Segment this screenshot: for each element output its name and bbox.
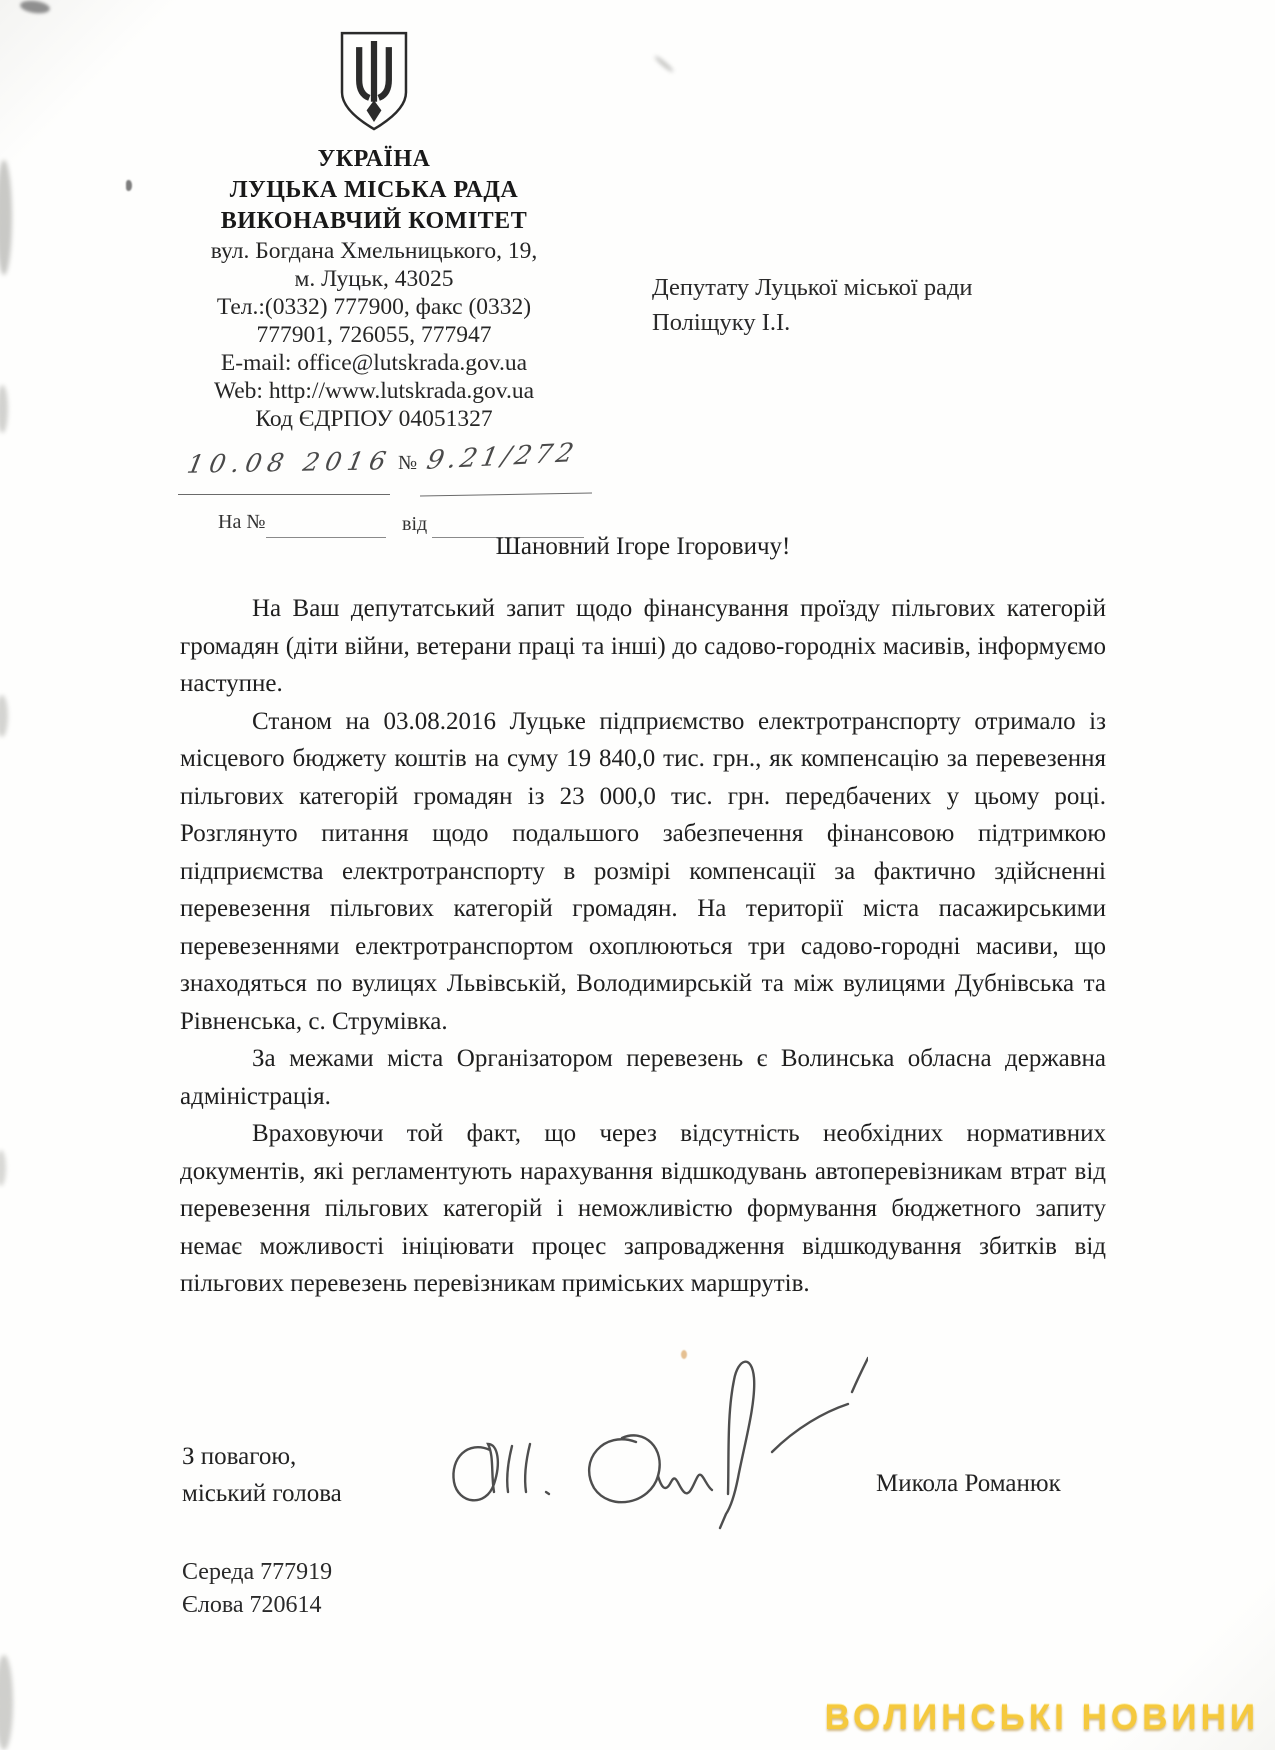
reply-number-label: На № bbox=[218, 511, 266, 533]
letterhead-phone1: Тел.:(0332) 777900, факс (0332) bbox=[216, 294, 532, 320]
closing-block bbox=[182, 1438, 342, 1512]
reply-from-label: від bbox=[402, 513, 428, 535]
letterhead-street: вул. Богдана Хмельницького, 19, bbox=[210, 238, 538, 264]
footer-contact-2: Єлова 720614 bbox=[182, 1592, 322, 1618]
recipient-title: Депутату Луцької міської ради bbox=[652, 274, 973, 301]
scan-artifact bbox=[0, 1655, 13, 1750]
letterhead-org-dept: ВИКОНАВЧИЙ КОМІТЕТ bbox=[220, 208, 528, 234]
handwritten-date: 10.08 2016 bbox=[184, 446, 395, 479]
salutation: Шановний Ігоре Ігоровичу! bbox=[495, 533, 791, 560]
body-paragraph: Станом на 03.08.2016 Луцьке підприємство електротранспорту отримало із місцевого бюджету коштів на суму 19 840,0 тис. грн., як компенсацію за перевезення пільгових категорій громадян із 23 000,0 тис. грн. передбачених у цьому році. Розглянуто питання щодо подальшого забезпечення фінансовою підтримкою підприємства електротранспорту в розмірі компенсації за фактично здійсненні перевезення пільгових категорій громадян. На території міста пасажирськими перевезеннями електротранспортом охоплюються три садово-городні масиви, що знаходяться по вулицях Львівській, Володимирській та між вулицями Дубнівська та Рівненська, с. Струмівка. bbox=[180, 707, 1106, 1035]
scan-artifact bbox=[19, 0, 50, 15]
scan-artifact bbox=[0, 160, 12, 275]
recipient-block bbox=[652, 270, 973, 340]
scan-artifact bbox=[0, 695, 8, 737]
scan-artifact bbox=[0, 385, 8, 433]
ukraine-trident-emblem-icon bbox=[335, 30, 413, 138]
handwritten-doc-number: 9.21/272 bbox=[424, 438, 581, 476]
footer-contact-1: Середа 777919 bbox=[182, 1559, 333, 1585]
scan-artifact bbox=[654, 55, 675, 73]
date-underline bbox=[178, 494, 390, 495]
closing-line: З повагою, bbox=[182, 1443, 297, 1470]
scan-artifact bbox=[0, 1150, 6, 1186]
letterhead-edrpou: Код ЄДРПОУ 04051327 bbox=[255, 406, 493, 432]
number-underline bbox=[420, 492, 592, 496]
closing-title: міський голова bbox=[182, 1480, 342, 1507]
handwritten-signature bbox=[428, 1332, 868, 1547]
letterhead bbox=[158, 30, 590, 433]
letterhead-web: Web: http://www.lutskrada.gov.ua bbox=[213, 378, 535, 404]
body-paragraph: За межами міста Організатором перевезень є Волинська обласна державна адміністрація. bbox=[180, 1045, 1106, 1110]
letterhead-email: E-mail: office@lutskrada.gov.ua bbox=[220, 350, 528, 376]
number-sign-label: № bbox=[398, 452, 418, 474]
news-site-watermark: ВОЛИНСЬКІ НОВИНИ bbox=[824, 1698, 1259, 1737]
signer-name: Микола Романюк bbox=[876, 1470, 1061, 1497]
recipient-name: Поліщуку І.І. bbox=[652, 309, 791, 336]
body-paragraph: Враховуючи той факт, що через відсутність необхідних нормативних документів, які регламентують нарахування відшкодувань автоперевізникам втрат від перевезення пільгових категорій і неможливістю формування бюджетного запиту немає можливості ініціювати процес запровадження відшкодування збитків від пільгових перевезень перевізникам приміських маршрутів. bbox=[180, 1120, 1106, 1297]
scan-artifact bbox=[126, 180, 132, 191]
letterhead-country: УКРАЇНА bbox=[317, 146, 431, 172]
body-paragraph: На Ваш депутатський запит щодо фінансування проїзду пільгових категорій громадян (діти війни, ветерани праці та інші) до садово-городніх масивів, інформуємо наступне. bbox=[180, 595, 1106, 697]
letterhead-city: м. Луцьк, 43025 bbox=[294, 266, 454, 292]
letterhead-phone2: 777901, 726055, 777947 bbox=[256, 322, 492, 348]
letterhead-org-name: ЛУЦЬКА МІСЬКА РАДА bbox=[229, 177, 519, 203]
letter-body bbox=[180, 590, 1106, 1303]
footer-contacts bbox=[182, 1556, 332, 1622]
